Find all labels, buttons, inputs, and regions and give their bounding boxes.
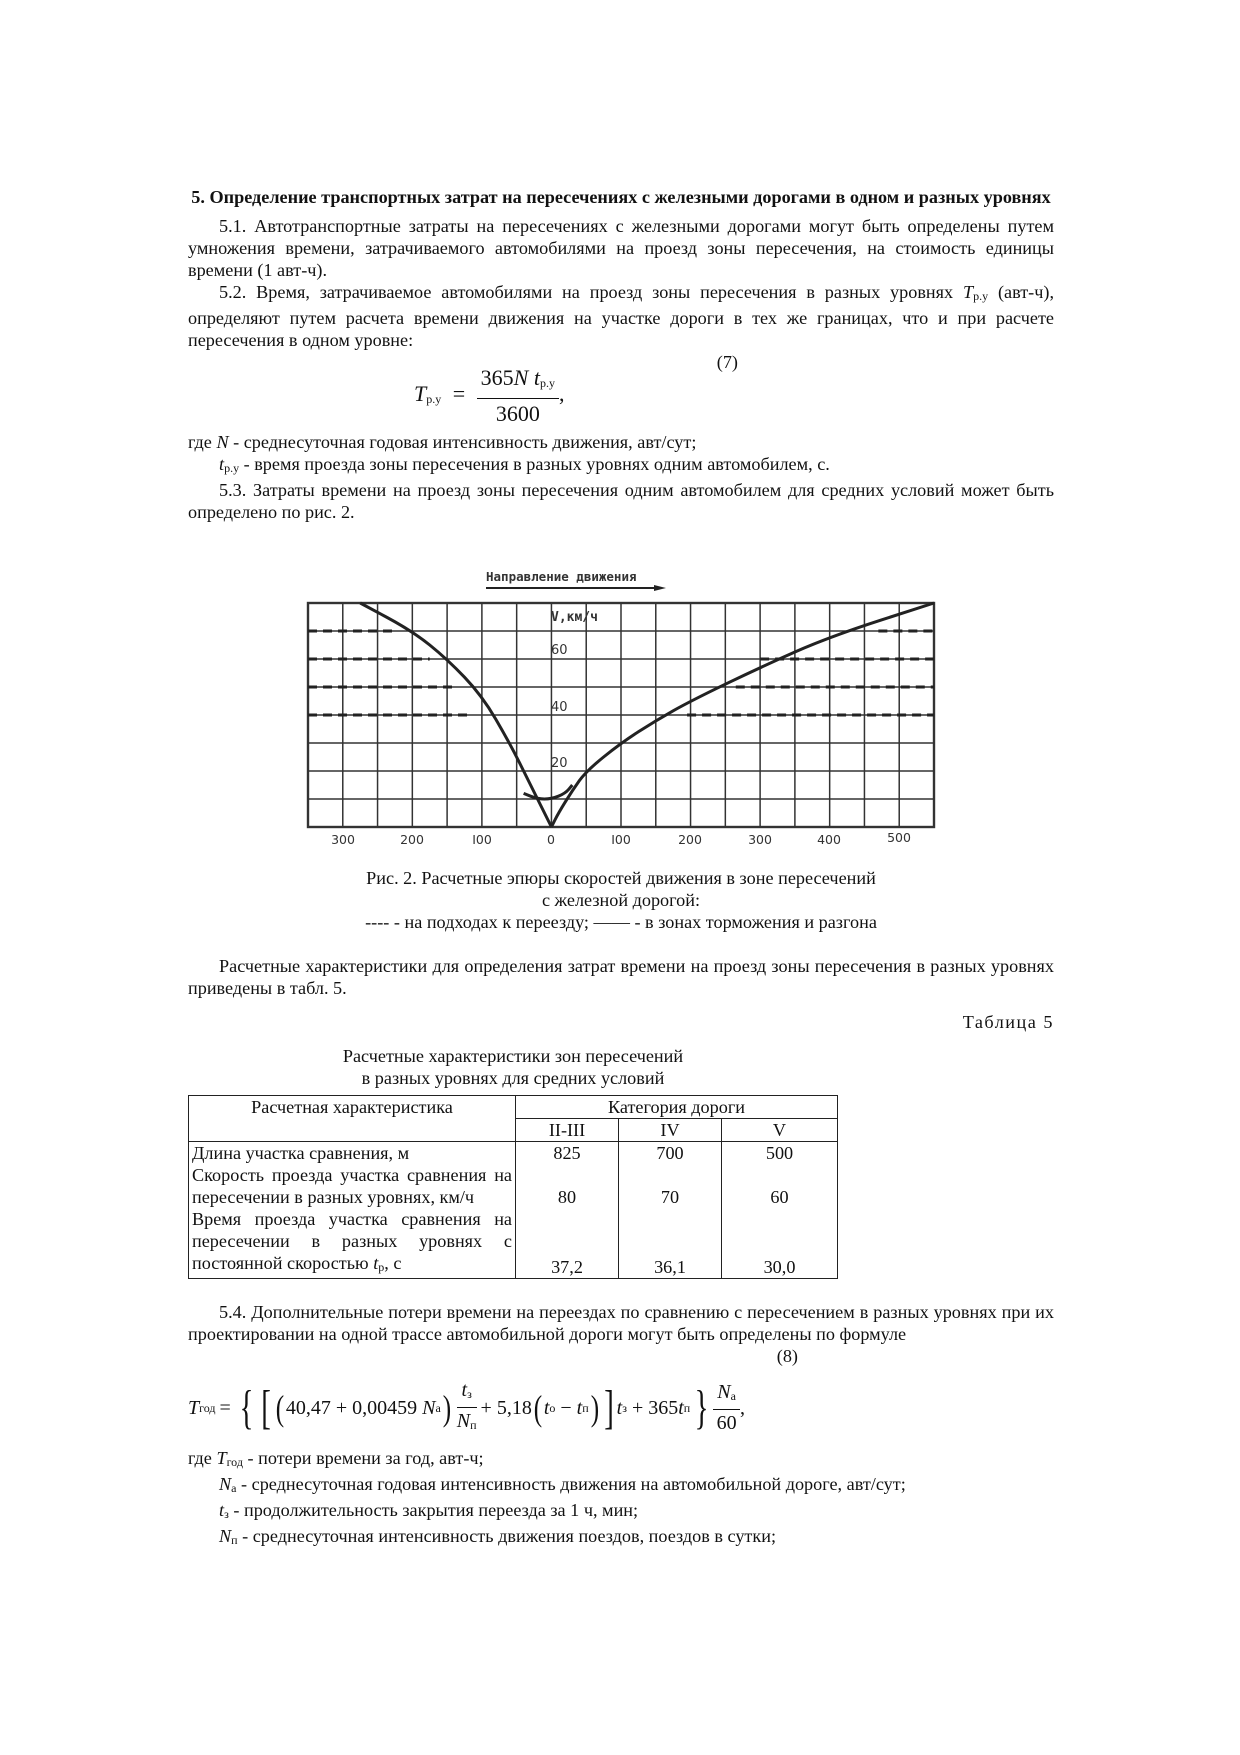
header-cat-4: IV: [619, 1119, 722, 1142]
figure-2-speed-chart: [188, 531, 1054, 864]
svg-text:V,км/ч: V,км/ч: [551, 610, 598, 625]
table-row: Скорость проезда участка сравнения на пересечении в разных уровнях, км/ч 80 70 60: [189, 1164, 838, 1208]
svg-text:300: 300: [331, 832, 355, 847]
svg-text:200: 200: [678, 832, 702, 847]
section-heading: 5. Определение транспортных затрат на пересечениях с железными дорогами в одном и разных уровнях: [191, 187, 1051, 207]
figure-caption: Рис. 2. Расчетные эпюры скоростей движения в зоне пересечений с железной дорогой: ---- - на подходах к переезду; —— - в зонах торможения и разгона: [365, 868, 877, 932]
document-page: [188, 186, 1054, 1551]
svg-text:I00: I00: [611, 832, 631, 847]
header-characteristic: Расчетная характеристика: [189, 1096, 516, 1142]
equation-7-number: (7): [716, 352, 738, 372]
svg-text:400: 400: [817, 832, 841, 847]
header-road-category: Категория дороги: [516, 1096, 838, 1119]
svg-text:40: 40: [551, 700, 568, 715]
paragraph-5-4: 5.4. Дополнительные потери времени на переездах по сравнению с пересечением в разных уровнях при их проектировании на одной трассе автомобильной дороги могут быть определены по формуле: [188, 1302, 1054, 1344]
equation-7: $T_{р.у}$ = $\frac{365N t_{р.у}}{3600}$ ,: [414, 365, 565, 426]
svg-text:0: 0: [547, 832, 555, 847]
table-title: Расчетные характеристики зон пересечений в разных уровнях для средних условий: [342, 1046, 684, 1088]
direction-arrow-icon: [654, 585, 666, 591]
definition-N: где N - среднесуточная годовая интенсивность движения, авт/сут;: [188, 432, 697, 452]
table-row: Длина участка сравнения, м 825 700 500: [189, 1142, 838, 1165]
header-cat-2-3: II-III: [516, 1119, 619, 1142]
header-cat-5: V: [722, 1119, 838, 1142]
table-5: [188, 1095, 838, 1279]
paragraph-5-2: 5.2. Время, затрачиваемое автомобилями на проезд зоны пересечения в разных уровнях $T_{р.у}$ (авт-ч), определяют путем расчета времени движения на участке дороги в тех же границах, что и при расчете пересечения в одном уровне:: [188, 282, 1054, 350]
definition-T-god: где $T_{год}$ - потери времени за год, авт-ч;: [188, 1448, 484, 1469]
definition-tz: $t_з$ - продолжительность закрытия переезда за 1 ч, мин;: [219, 1500, 639, 1521]
paragraph-5-1: 5.1. Автотранспортные затраты на пересечениях с железными дорогами могут быть определены путем умножения времени, затрачиваемого автомобилями на проезд зоны пересечения, на стоимость единицы времени (1 авт-ч).: [188, 216, 1054, 280]
table-label: Таблица 5: [962, 1012, 1054, 1032]
equation-8: T год = { [ ( 40,47 + 0,00459 N а ) $\frac{t_з}{N_п}$ + 5,18 ( t о − t п ) ] t з + 365 t п } $\frac{N_а}{60}$ ,: [188, 1379, 745, 1434]
definition-Na: $N_а$ - среднесуточная годовая интенсивность движения на автомобильной дороге, авт/сут;: [219, 1474, 906, 1495]
table-row: Время проезда участка сравнения на пересечении в разных уровнях с постоянной скоростью $t_р$, с 37,2 36,1 30,0: [189, 1208, 838, 1279]
speed-chart-svg: [188, 531, 1054, 864]
svg-text:I00: I00: [472, 832, 492, 847]
equation-8-number: (8): [776, 1346, 798, 1366]
svg-text:60: 60: [551, 643, 568, 658]
definition-Np: $N_п$ - среднесуточная интенсивность движения поездов, поездов в сутки;: [219, 1526, 776, 1547]
direction-label: Направление движения: [486, 569, 637, 584]
paragraph-table-ref: Расчетные характеристики для определения затрат времени на проезд зоны пересечения в разных уровнях приведены в табл. 5.: [188, 956, 1054, 998]
svg-text:200: 200: [400, 832, 424, 847]
definition-t: $t_{р.у}$ - время проезда зоны пересечения в разных уровнях одним автомобилем, с.: [219, 454, 830, 475]
paragraph-5-3: 5.3. Затраты времени на проезд зоны пересечения одним автомобилем для средних условий может быть определено по рис. 2.: [188, 480, 1054, 522]
svg-text:20: 20: [551, 756, 568, 771]
svg-text:300: 300: [748, 832, 772, 847]
svg-text:500: 500: [887, 830, 911, 845]
